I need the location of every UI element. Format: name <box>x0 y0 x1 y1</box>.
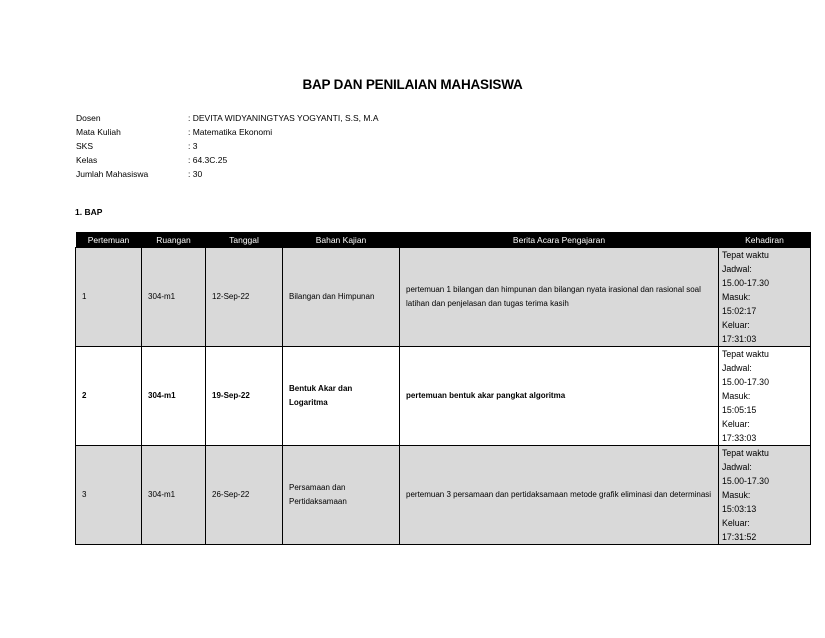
info-value: : 64.3C.25 <box>188 155 228 165</box>
bap-table <box>75 232 811 545</box>
info-label: Jumlah Mahasiswa <box>76 169 149 179</box>
kehadiran-keluar-value: 17:31:03 <box>722 334 757 344</box>
cell-ruangan: 304-m1 <box>142 446 206 545</box>
cell-tanggal: 12-Sep-22 <box>206 248 283 347</box>
cell-kehadiran <box>719 446 811 545</box>
kehadiran-status: Tepat waktu <box>722 250 769 260</box>
kehadiran-jadwal-label: Jadwal: <box>722 462 752 472</box>
cell-kehadiran <box>719 248 811 347</box>
cell-pertemuan: 2 <box>76 347 142 446</box>
kehadiran-keluar-label: Keluar: <box>722 320 750 330</box>
column-header-kehadiran: Kehadiran <box>719 232 811 248</box>
info-row-jumlah-mahasiswa <box>76 167 379 181</box>
cell-bahan-kajian: Bilangan dan Himpunan <box>283 248 400 347</box>
cell-berita-acara: pertemuan 3 persamaan dan pertidaksamaan metode grafik eliminasi dan determinasi <box>400 446 719 545</box>
info-row-dosen <box>76 111 379 125</box>
kehadiran-masuk-value: 15:05:15 <box>722 405 757 415</box>
kehadiran-masuk-value: 15:03:13 <box>722 504 757 514</box>
column-header-pertemuan: Pertemuan <box>76 232 142 248</box>
kehadiran-jadwal-value: 15.00-17.30 <box>722 476 769 486</box>
cell-tanggal: 19-Sep-22 <box>206 347 283 446</box>
kehadiran-jadwal-label: Jadwal: <box>722 363 752 373</box>
info-value: : Matematika Ekonomi <box>188 127 273 137</box>
cell-kehadiran <box>719 347 811 446</box>
info-label: SKS <box>76 141 94 151</box>
cell-berita-acara: pertemuan bentuk akar pangkat algoritma <box>400 347 719 446</box>
column-header-tanggal: Tanggal <box>206 232 283 248</box>
kehadiran-status: Tepat waktu <box>722 448 769 458</box>
table-header-row <box>76 232 811 248</box>
kehadiran-masuk-value: 15:02:17 <box>722 306 757 316</box>
page-title: BAP DAN PENILAIAN MAHASISWA <box>302 77 523 92</box>
kehadiran-keluar-value: 17:31:52 <box>722 532 757 542</box>
cell-bahan-kajian: Persamaan dan Pertidaksamaan <box>283 446 400 545</box>
cell-bahan-kajian: Bentuk Akar dan Logaritma <box>283 347 400 446</box>
cell-ruangan: 304-m1 <box>142 248 206 347</box>
table-row <box>76 347 811 446</box>
table-row <box>76 446 811 545</box>
kehadiran-masuk-label: Masuk: <box>722 292 751 302</box>
column-header-ruangan: Ruangan <box>142 232 206 248</box>
cell-berita-acara: pertemuan 1 bilangan dan himpunan dan bilangan nyata irasional dan rasional soal latihan dan penjelasan dan tugas terima kasih <box>400 248 719 347</box>
kehadiran-jadwal-label: Jadwal: <box>722 264 752 274</box>
info-value: : 3 <box>188 141 198 151</box>
info-value: : DEVITA WIDYANINGTYAS YOGYANTI, S.S, M.A <box>188 113 379 123</box>
course-info <box>76 111 379 181</box>
cell-pertemuan: 3 <box>76 446 142 545</box>
table-row <box>76 248 811 347</box>
info-label: Dosen <box>76 113 101 123</box>
section-heading: 1. BAP <box>75 207 103 217</box>
info-row-sks <box>76 139 379 153</box>
column-header-berita-acara: Berita Acara Pengajaran <box>400 232 719 248</box>
info-row-kelas <box>76 153 379 167</box>
kehadiran-keluar-value: 17:33:03 <box>722 433 757 443</box>
kehadiran-jadwal-value: 15.00-17.30 <box>722 278 769 288</box>
kehadiran-masuk-label: Masuk: <box>722 391 751 401</box>
kehadiran-jadwal-value: 15.00-17.30 <box>722 377 769 387</box>
cell-pertemuan: 1 <box>76 248 142 347</box>
kehadiran-keluar-label: Keluar: <box>722 518 750 528</box>
kehadiran-status: Tepat waktu <box>722 349 769 359</box>
info-row-mata-kuliah <box>76 125 379 139</box>
kehadiran-keluar-label: Keluar: <box>722 419 750 429</box>
info-label: Mata Kuliah <box>76 127 121 137</box>
column-header-bahan-kajian: Bahan Kajian <box>283 232 400 248</box>
info-value: : 30 <box>188 169 203 179</box>
info-label: Kelas <box>76 155 98 165</box>
cell-ruangan: 304-m1 <box>142 347 206 446</box>
cell-tanggal: 26-Sep-22 <box>206 446 283 545</box>
kehadiran-masuk-label: Masuk: <box>722 490 751 500</box>
